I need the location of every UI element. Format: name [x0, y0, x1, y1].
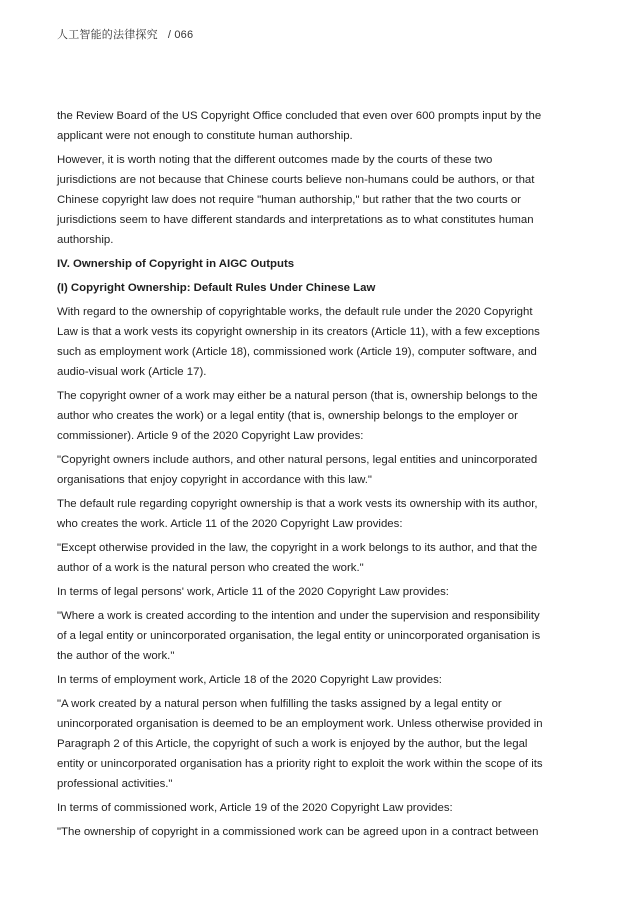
paragraph: In terms of legal persons' work, Article 11 of the 2020 Copyright Law provides: [57, 586, 449, 598]
paragraph: In terms of employment work, Article 18 of the 2020 Copyright Law provides: [57, 674, 442, 686]
paragraph: the Review Board of the US Copyright Office concluded that even over 600 prompts input by the applicant were not enough to constitute human authorship. [57, 110, 542, 142]
book-title: 人工智能的法律探究 [57, 29, 158, 41]
quoted-provision: "Where a work is created according to the intention and under the supervision and responsibility of a legal entity or unincorporated organisation, the legal entity or unincorporated organisation is the author of the work." [57, 610, 541, 662]
quoted-provision: "Copyright owners include authors, and other natural persons, legal entities and unincorporated organisations that enjoy copyright in accordance with this law." [57, 454, 538, 486]
paragraph: The default rule regarding copyright ownership is that a work vests its ownership with its author, who creates the work. Article 11 of the 2020 Copyright Law provides: [57, 498, 538, 530]
running-header [57, 26, 193, 42]
paragraph: The copyright owner of a work may either be a natural person (that is, ownership belongs to the author who creates the work) or a legal entity (that is, ownership belongs to the employer or commissioner). Article 9 of the 2020 Copyright Law provides: [57, 390, 538, 442]
quoted-provision: "The ownership of copyright in a commissioned work can be agreed upon in a contract between [57, 826, 539, 838]
subsection-heading: (I) Copyright Ownership: Default Rules Under Chinese Law [57, 282, 376, 294]
paragraph: With regard to the ownership of copyrightable works, the default rule under the 2020 Copyright Law is that a work vests its copyright ownership in its creators (Article 11), with a few exceptions such as employment work (Article 18), commissioned work (Article 19), computer software, and audio-visual work (Article 17). [57, 306, 540, 378]
paragraph: In terms of commissioned work, Article 19 of the 2020 Copyright Law provides: [57, 802, 453, 814]
page-number: / 066 [167, 29, 194, 41]
quoted-provision: "A work created by a natural person when fulfilling the tasks assigned by a legal entity or unincorporated organisation is deemed to be an employment work. Unless otherwise provided in Paragraph 2 of this Article, the copyright of such a work is enjoyed by the author, but the legal entity or unincorporated organisation has a priority right to exploit the work within the scope of its professional activities." [57, 698, 543, 790]
page-body [57, 106, 547, 846]
section-heading: IV. Ownership of Copyright in AIGC Outputs [57, 258, 295, 270]
paragraph: However, it is worth noting that the different outcomes made by the courts of these two jurisdictions are not because that Chinese courts believe non-humans could be authors, or that Chinese copyright law does not require "human authorship," but rather that the two courts or jurisdictions seem to have different standards and interpretations as to what constitutes human authorship. [57, 154, 535, 246]
quoted-provision: "Except otherwise provided in the law, the copyright in a work belongs to its author, and that the author of a work is the natural person who created the work." [57, 542, 538, 574]
